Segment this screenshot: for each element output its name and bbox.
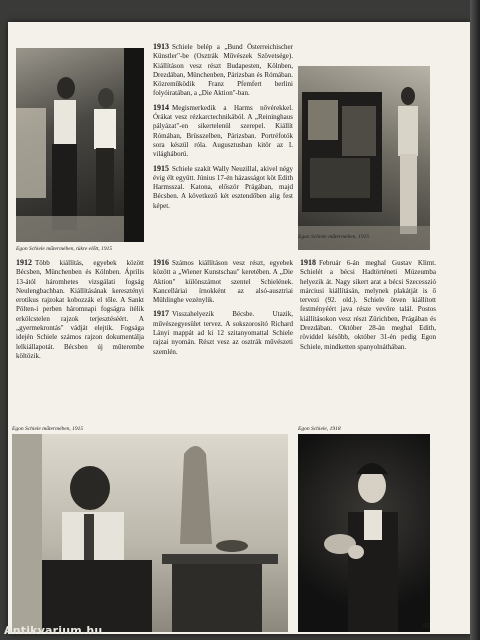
- photo-schiele-studio: [298, 66, 430, 250]
- photo-schiele-sculpture: [12, 434, 288, 632]
- entry-1912: 1912 Több kiállítás, egyebek között Bécsben, Münchenben és Kölnben. Április 13-ától háromhetes vizsgálati fogság Neulengbachban. Kiállításának keresztényi erotikus rajzokat kobozzák el tőle. A Sankt Pölten-i perben háromnapi fogságra ítélik erkölcstelen rajzok terjesztéséért. A „gyermekrontás" vádját elejtik. Fogsága idején Schiele számos rajzon dokumentálja lelkiállapotát. Bécsben új műterembe költözik.: [16, 258, 144, 360]
- caption-photo4: Egon Schiele, 1918: [298, 426, 341, 432]
- timeline-column-middle: [153, 258, 293, 361]
- photo-schiele-portrait: [298, 434, 430, 632]
- photo-portrait-scene: [298, 434, 430, 632]
- timeline-column-left: [16, 258, 144, 365]
- page-number: 95: [423, 622, 430, 630]
- caption-photo3: Egon Schiele műtermében, 1915: [12, 426, 84, 432]
- photo-figures: [16, 48, 144, 242]
- watermark: Antikvarium.hu: [4, 624, 103, 637]
- entry-1915: 1915 Schiele szakít Wally Neuzillal, akivel négy évig élt együtt. Június 17-én házasságot köt Edith Harmsszal. Katona, először Prágában, majd Bécsben. A következő két esztendőben alig fest képet.: [153, 163, 293, 210]
- book-page: [8, 22, 472, 634]
- timeline-column-top: [153, 42, 293, 215]
- entry-1916: 1916 Számos kiállításon vesz részt, egyebek között a „Wiener Kunstschau" keretében. A „Die Aktion" különszámot szentel Schielének. Kancelláriai írnokként az alsó-ausztriai Mühlinghe vezénylik.: [153, 258, 293, 305]
- book-spine: [470, 0, 480, 640]
- caption-photo1: Egon Schiele műtermében, tükre előtt, 1915: [16, 246, 113, 252]
- photo-studio-scene: [298, 66, 430, 250]
- photo-schiele-mirror: [16, 48, 144, 242]
- timeline-column-right: [300, 258, 436, 356]
- entry-1917: 1917 Visszahelyezik Bécsbe. Utazik, művészegyesület tervez. A sokszorosító Richard Lányi mappát ad ki 12 szitanyomattal Schiele rajzai nyomán. Részt vesz az osztrák művészeti szemlén.: [153, 309, 293, 356]
- entry-1914: 1914 Megismerkedik a Harms nővérekkel. Órákat vesz rézkarctechnikából. A „Reininghaus pályázat"-en sikertelenül szerepel. Kiállít Rómában, Brüsszelben, Párizsban. Portréfotók sora készül róla. Augusztusban kitör az I. világháború.: [153, 102, 293, 159]
- entry-1913: 1913 Schiele belép a „Bund Österreichischer Künstler"-be (Osztrák Művészek Szövetsége). Kiállításon vesz részt Budapesten, Kölnben, Drezdában, Münchenben, Párizsban és Rómában. Közreműködik Franz Pfemfert berlini folyóiratában, a „Die Aktion"-ban.: [153, 42, 293, 98]
- caption-photo2: Egon Schiele műtermében, 1915: [298, 234, 370, 240]
- entry-1918: 1918 Február 6-án meghal Gustav Klimt. Schielét a bécsi Hadtörténeti Múzeumba helyezik át. Nagy sikert arat a bécsi Szecesszió márciusi kiállításán, melynek plakátját is ő tervezi (92. old.). Schiele ötven kiállított festményéért java része vevőre talál. Postos kiállításokon vesz részt Zürichben, Prágában és Drezdában. Október 28-án meghal Edith, röviddel később, október 31-én pedig Egon Schiele, mindketten spanyolnáthában.: [300, 258, 436, 351]
- photo-sculpture-scene: [12, 434, 288, 632]
